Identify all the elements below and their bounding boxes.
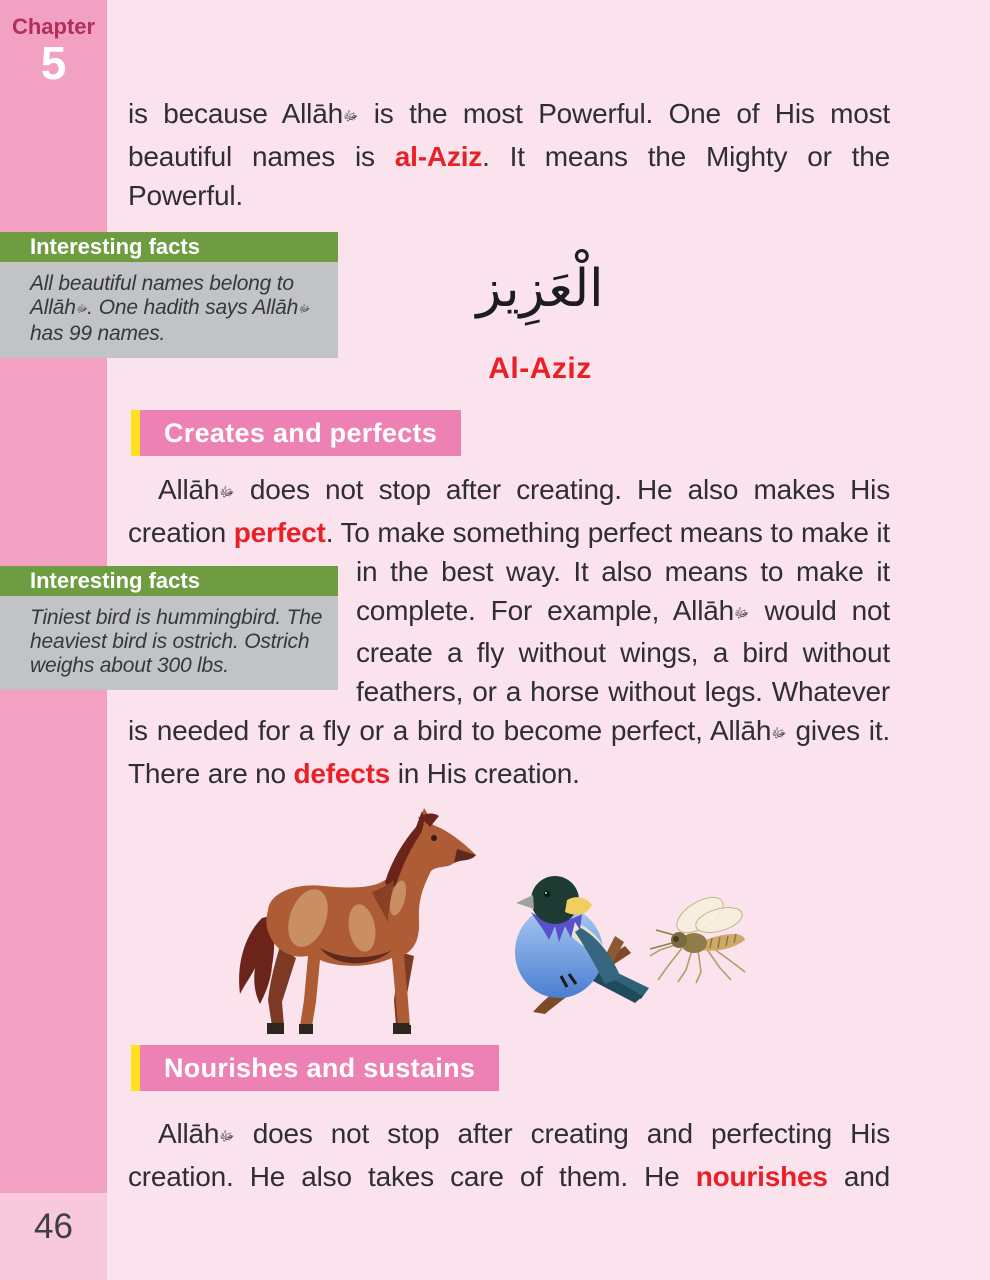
page-number-block — [0, 1193, 107, 1280]
yellow-accent-bar — [131, 1045, 140, 1091]
section-heading-nourishes — [131, 1045, 499, 1091]
paragraph-intro: is because Allāhﷻ is the most Powerful. One of His most beautiful names is al-Aziz. It means the Mighty or the Powerful. — [128, 98, 890, 211]
fact-box-names — [0, 232, 338, 358]
fact-box-text: All beautiful names belong to Allāhﷻ. One hadith says Allāhﷻ has 99 names. — [0, 262, 338, 358]
horse-illustration — [222, 796, 486, 1038]
fact-box-text: Tiniest bird is hummingbird. The heaviest bird is ostrich. Ostrich weighs about 300 lbs. — [0, 596, 338, 690]
section-title: Creates and perfects — [140, 410, 461, 456]
section-title: Nourishes and sustains — [140, 1045, 499, 1091]
chapter-label: Chapter — [11, 14, 96, 39]
fact-box-header: Interesting facts — [0, 566, 338, 596]
yellow-accent-bar — [131, 410, 140, 456]
chapter-number: 5 — [40, 37, 67, 89]
section-heading-creates — [131, 410, 461, 456]
fly-illustration — [648, 888, 750, 984]
al-aziz-caption: Al-Aziz — [488, 352, 592, 385]
fact-box-birds — [0, 566, 338, 690]
paragraph-creates: Allāhﷻ does not stop after creating. He also makes His creation perfect. To make something perfect means to make it in the best way. It also means to make it complete. For example, Allāhﷻ would not create a fly without wings, a bird without feathers, or a horse without legs. Whatever is needed for a fly or a bird to become perfect, Allāhﷻ gives it. There are no defects in His creation. — [128, 474, 891, 789]
page-number: 46 — [34, 1207, 73, 1246]
arabic-calligraphy-al-aziz: الْعَزِيز — [476, 259, 604, 319]
bird-illustration — [505, 872, 657, 1014]
paragraph-nourishes: Allāhﷻ does not stop after creating and perfecting His creation. He also takes care of them. He nourishes and — [128, 1118, 890, 1192]
fact-box-header: Interesting facts — [0, 232, 338, 262]
